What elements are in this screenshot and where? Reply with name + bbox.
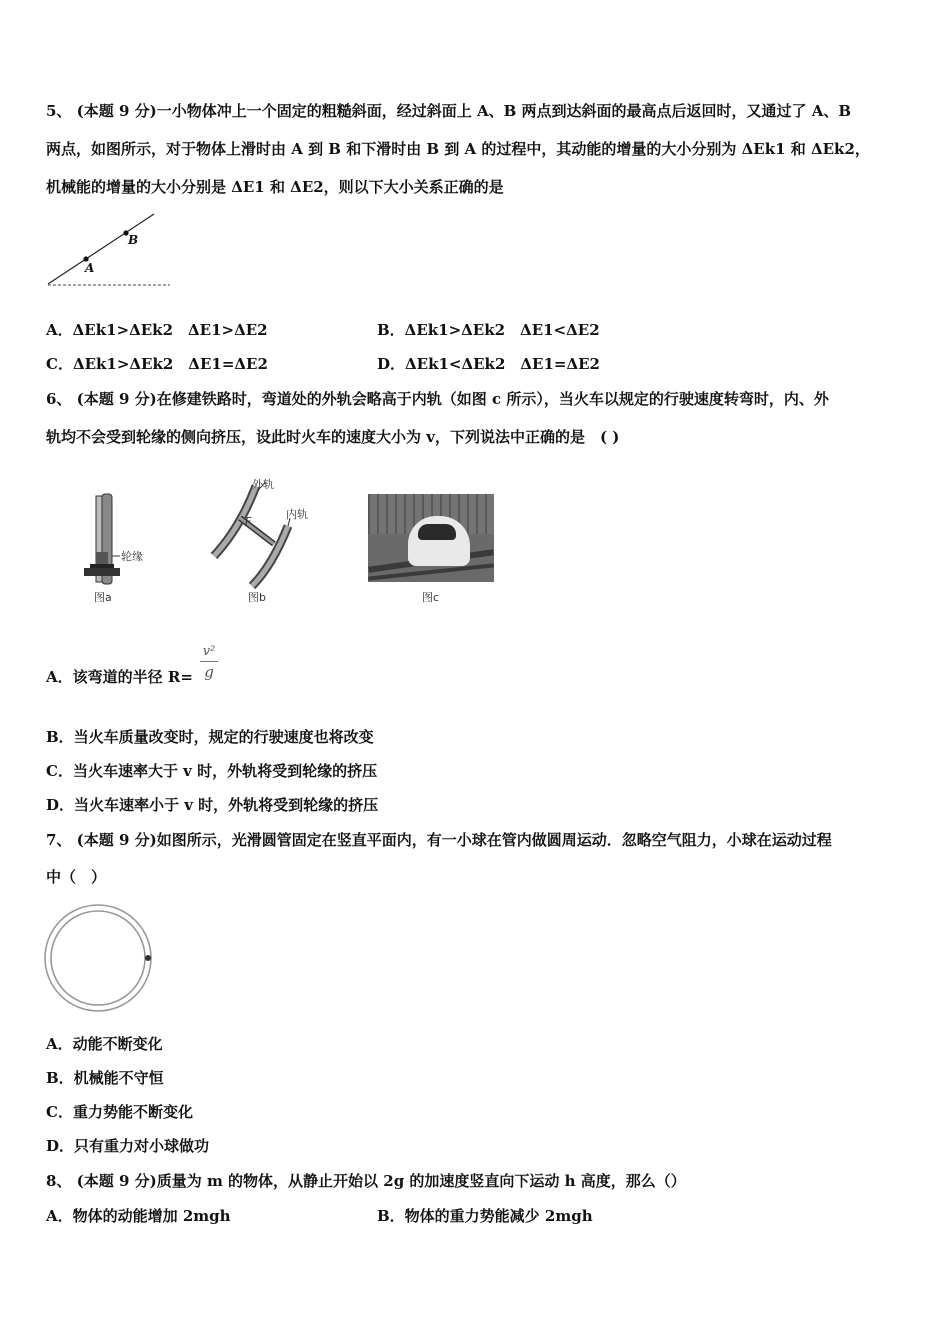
caption-b: 图b xyxy=(248,591,266,604)
caption-a: 图a xyxy=(94,591,112,604)
q7-option-c[interactable]: C．重力势能不断变化 xyxy=(46,1103,193,1121)
track-section-figure xyxy=(214,477,308,604)
q6-figures xyxy=(44,468,364,613)
q7-ring-figure xyxy=(42,900,162,1020)
q6-option-c[interactable]: C．当火车速率大于 v 时，外轨将受到轮缘的挤压 xyxy=(46,762,378,780)
q8-line-1: 8、 (本题 9 分)质量为 m 的物体，从静止开始以 2g 的加速度竖直向下运动 h 高度，那么（） xyxy=(46,1172,686,1190)
outer-rail-label: 外轨 xyxy=(252,478,274,491)
q5-line-1: 5、 (本题 9 分)一小物体冲上一个固定的粗糙斜面，经过斜面上 A、B 两点到达斜面的最高点后返回时，又通过了 A、B xyxy=(46,102,852,120)
q6-option-a-text: A．该弯道的半径 R= xyxy=(46,668,193,686)
q5-line-3: 机械能的增量的大小分别是 ΔE1 和 ΔE2，则以下大小关系正确的是 xyxy=(46,178,504,196)
point-b-label: B xyxy=(128,233,139,247)
q7-option-b[interactable]: B．机械能不守恒 xyxy=(46,1069,164,1087)
rim-label: 轮缘 xyxy=(121,550,143,563)
q6-line-2: 轨均不会受到轮缘的侧向挤压，设此时火车的速度大小为 v，下列说法中正确的是 ( ) xyxy=(46,428,620,446)
q5-option-a[interactable]: A．ΔEk1>ΔEk2 ΔE1>ΔE2 xyxy=(46,321,268,339)
point-a-label: A xyxy=(85,261,95,275)
q6-option-b[interactable]: B．当火车质量改变时，规定的行驶速度也将改变 xyxy=(46,728,374,746)
q8-option-a[interactable]: A．物体的动能增加 2mgh xyxy=(46,1207,231,1225)
q7-option-d[interactable]: D．只有重力对小球做功 xyxy=(46,1137,210,1155)
train-photo xyxy=(368,494,494,582)
radius-fraction xyxy=(200,644,218,681)
q7-line-2: 中（ ） xyxy=(46,868,107,886)
fraction-denominator: g xyxy=(204,663,214,681)
q5-line-2: 两点，如图所示，对于物体上滑时由 A 到 B 和下滑时由 B 到 A 的过程中，其动能的增量的大小分别为 ΔEk1 和 ΔEk2， xyxy=(46,140,870,158)
q5-incline-figure xyxy=(44,210,176,290)
q8-option-b[interactable]: B．物体的重力势能减少 2mgh xyxy=(377,1207,593,1225)
caption-c-text: 图c xyxy=(422,591,440,604)
fraction-numerator: v² xyxy=(202,644,216,659)
q7-option-a[interactable]: A．动能不断变化 xyxy=(46,1035,163,1053)
caption-c-holder xyxy=(418,590,458,606)
wheel-figure xyxy=(84,494,143,604)
q6-option-a[interactable] xyxy=(46,666,193,688)
q6-line-1: 6、 (本题 9 分)在修建铁路时，弯道处的外轨会略高于内轨（如图 c 所示），当火车以规定的行驶速度转弯时，内、外 xyxy=(46,390,829,408)
q5-option-d[interactable]: D．ΔEk1<ΔEk2 ΔE1=ΔE2 xyxy=(377,355,600,373)
inner-rail-label: 内轨 xyxy=(286,508,308,521)
ball-dot xyxy=(145,955,151,961)
force-label: F xyxy=(245,515,252,528)
q5-option-b[interactable]: B．ΔEk1>ΔEk2 ΔE1<ΔE2 xyxy=(377,321,600,339)
q7-line-1: 7、 (本题 9 分)如图所示，光滑圆管固定在竖直平面内，有一小球在管内做圆周运动．忽略空气阻力，小球在运动过程 xyxy=(46,831,832,849)
q6-option-d[interactable]: D．当火车速率小于 v 时，外轨将受到轮缘的挤压 xyxy=(46,796,379,814)
q5-option-c[interactable]: C．ΔEk1>ΔEk2 ΔE1=ΔE2 xyxy=(46,355,268,373)
